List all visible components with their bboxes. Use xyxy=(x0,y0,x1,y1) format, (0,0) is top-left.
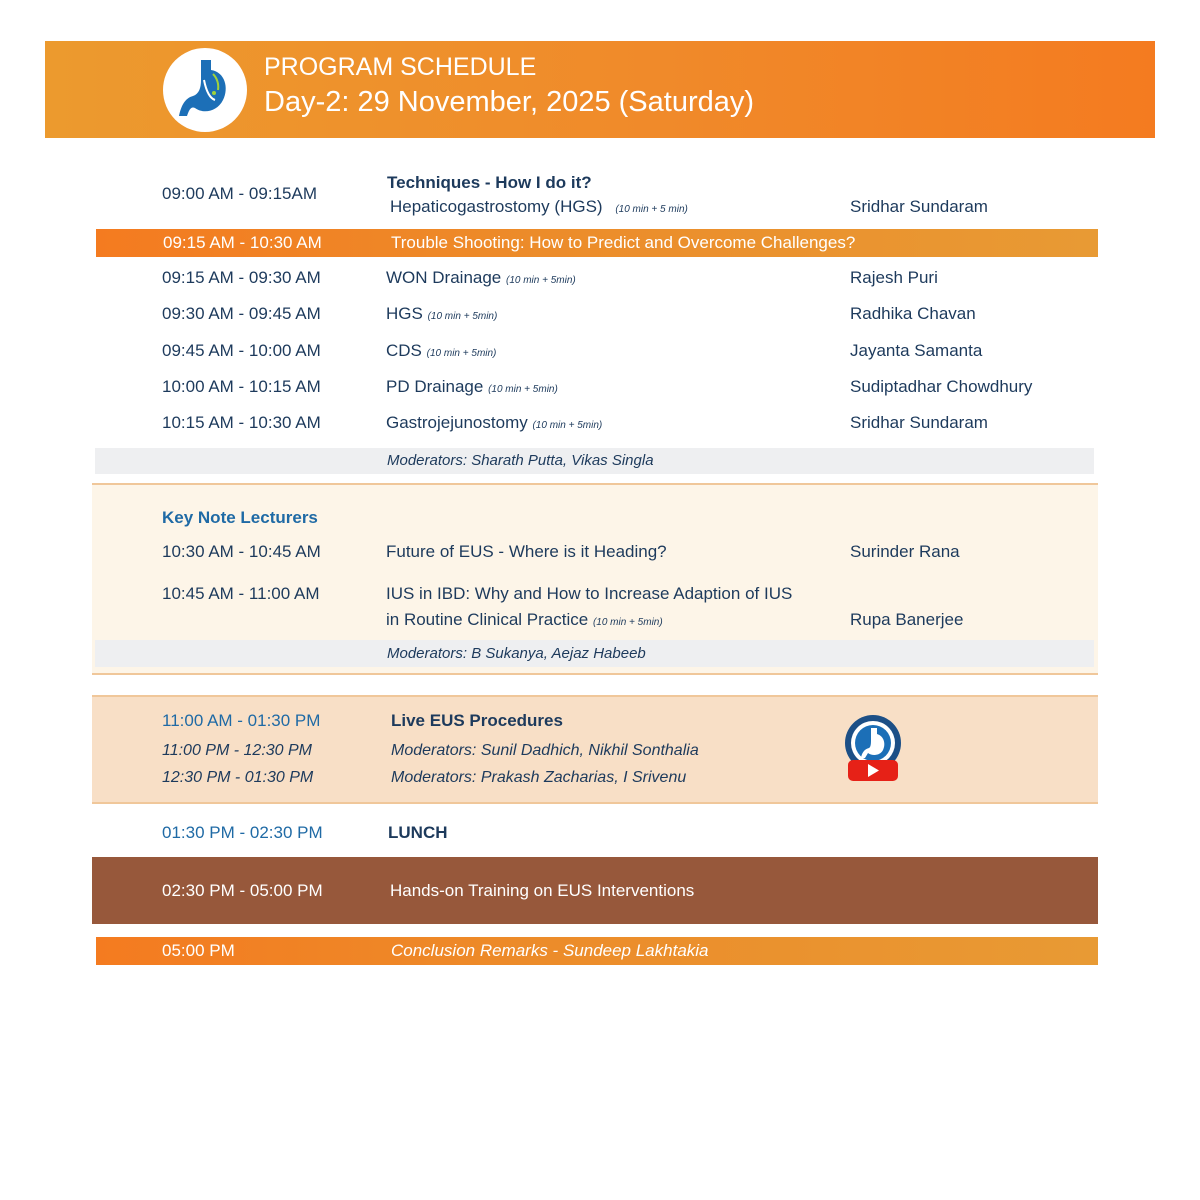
trouble-time: 09:15 AM - 10:30 AM xyxy=(163,233,322,252)
lunch-time: 01:30 PM - 02:30 PM xyxy=(162,823,323,842)
live-slot-time: 12:30 PM - 01:30 PM xyxy=(162,769,314,786)
keynote-topic: Future of EUS - Where is it Heading? xyxy=(386,542,667,561)
talk-topic: PD Drainage (10 min + 5min) xyxy=(386,377,558,396)
keynote-time: 10:45 AM - 11:00 AM xyxy=(162,584,320,603)
live-slot-moderators: Moderators: Sunil Dadhich, Nikhil Sonthalia xyxy=(391,742,699,759)
session-time: 09:00 AM - 09:15AM xyxy=(162,184,317,203)
talk-time: 10:00 AM - 10:15 AM xyxy=(162,377,321,396)
talk-time: 09:45 AM - 10:00 AM xyxy=(162,341,321,360)
hands-on-time: 02:30 PM - 05:00 PM xyxy=(162,881,323,900)
keynote-speaker: Surinder Rana xyxy=(850,542,960,561)
talk-time: 09:15 AM - 09:30 AM xyxy=(162,268,321,287)
live-slot-moderators: Moderators: Prakash Zacharias, I Srivenu xyxy=(391,769,687,786)
talk-speaker: Radhika Chavan xyxy=(850,304,976,323)
page-date: Day-2: 29 November, 2025 (Saturday) xyxy=(264,86,755,118)
live-slot-time: 11:00 PM - 12:30 PM xyxy=(162,742,312,759)
talk-topic: CDS (10 min + 5min) xyxy=(386,341,497,360)
talk-topic: HGS (10 min + 5min) xyxy=(386,304,498,323)
page-title: PROGRAM SCHEDULE xyxy=(264,53,537,81)
keynote-speaker: Rupa Banerjee xyxy=(850,610,964,629)
live-time: 11:00 AM - 01:30 PM xyxy=(162,711,321,730)
talk-time: 09:30 AM - 09:45 AM xyxy=(162,304,321,323)
duration-note: (10 min + 5 min) xyxy=(615,204,688,215)
talk-time: 10:15 AM - 10:30 AM xyxy=(162,413,321,432)
talk-speaker: Jayanta Samanta xyxy=(850,341,983,360)
moderators-text: Moderators: B Sukanya, Aejaz Habeeb xyxy=(387,645,646,662)
talk-speaker: Sudiptadhar Chowdhury xyxy=(850,377,1033,396)
moderators-text: Moderators: Sharath Putta, Vikas Singla xyxy=(387,452,654,469)
talk-speaker: Sridhar Sundaram xyxy=(850,413,988,432)
talk-speaker: Rajesh Puri xyxy=(850,268,938,287)
conclusion-label: Conclusion Remarks - Sundeep Lakhtakia xyxy=(391,941,709,960)
live-title: Live EUS Procedures xyxy=(391,711,563,730)
conclusion-time: 05:00 PM xyxy=(162,941,235,960)
keynote-topic-cont: in Routine Clinical Practice (10 min + 5min) xyxy=(386,610,663,629)
lunch-label: LUNCH xyxy=(388,823,448,842)
trouble-title: Trouble Shooting: How to Predict and Overcome Challenges? xyxy=(391,233,856,252)
speaker-name: Sridhar Sundaram xyxy=(850,197,988,216)
stomach-logo-icon xyxy=(163,48,247,132)
keynote-time: 10:30 AM - 10:45 AM xyxy=(162,542,321,561)
youtube-live-icon[interactable] xyxy=(838,712,908,784)
session-topic: Hepaticogastrostomy (HGS) (10 min + 5 min) xyxy=(390,197,688,216)
talk-topic: Gastrojejunostomy (10 min + 5min) xyxy=(386,413,603,432)
session-heading: Techniques - How I do it? xyxy=(387,173,592,192)
keynote-topic: IUS in IBD: Why and How to Increase Adaption of IUS xyxy=(386,584,793,603)
talk-topic: WON Drainage (10 min + 5min) xyxy=(386,268,576,287)
hands-on-label: Hands-on Training on EUS Interventions xyxy=(390,881,695,900)
keynote-heading: Key Note Lecturers xyxy=(162,508,318,527)
